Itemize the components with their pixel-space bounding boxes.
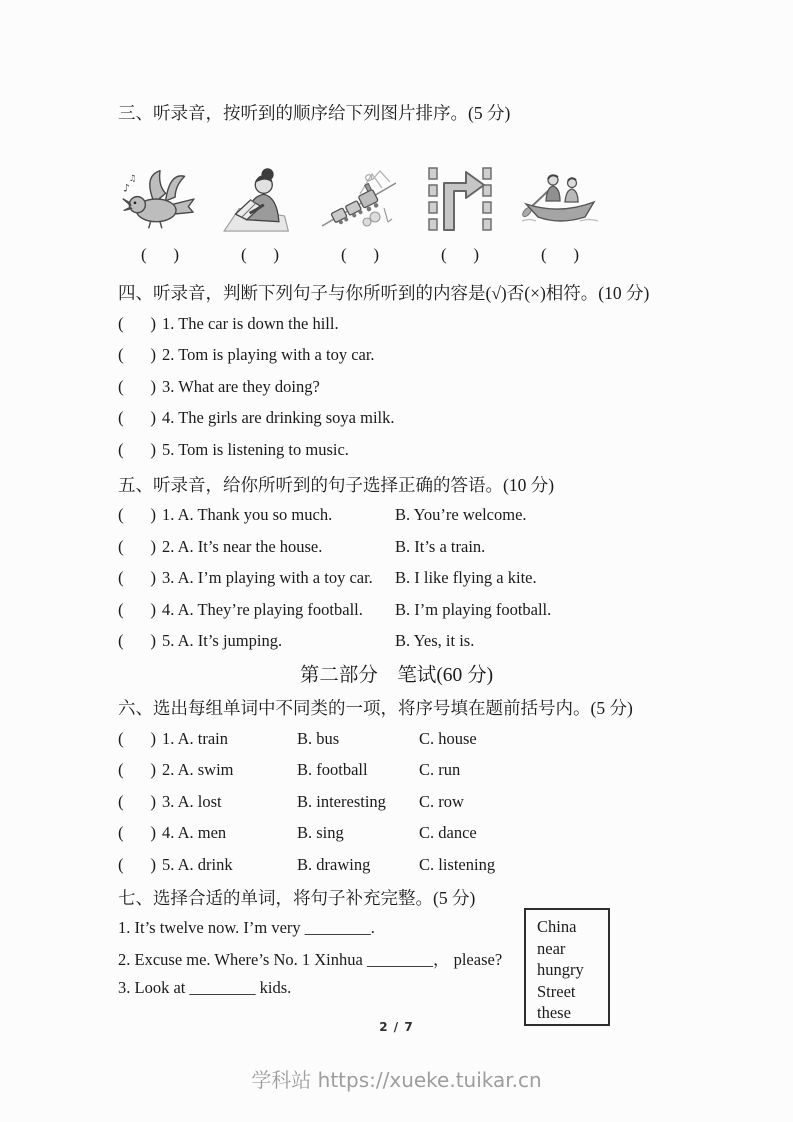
word-bank-item: near (537, 938, 566, 958)
svg-text:♫: ♫ (128, 174, 137, 185)
turn-right-arrow-image (423, 164, 497, 234)
answer-blank[interactable]: ( ) (118, 728, 156, 748)
option-a: 4. A. men (162, 823, 227, 843)
section5-items (118, 500, 675, 658)
question-row (118, 786, 675, 818)
site-watermark: 学科站 https://xueke.tuikar.cn (251, 1068, 542, 1092)
question-row (118, 563, 675, 595)
question-text: 1. The car is down the hill. (162, 313, 339, 333)
answer-blank[interactable]: ( ) (118, 823, 156, 843)
answer-blank[interactable]: ( ) (118, 345, 156, 365)
answer-blank[interactable]: ( ) (118, 505, 156, 525)
option-a: 5. A. It’s jumping. (162, 631, 283, 651)
picture-item-boat (510, 164, 610, 265)
question-row (118, 371, 675, 403)
question-row (118, 723, 675, 755)
option-c: C. run (419, 760, 461, 780)
answer-blank[interactable]: ( ) (118, 854, 156, 874)
section6-items (118, 723, 675, 881)
picture-item-train (310, 164, 410, 265)
word-bank-box (524, 908, 610, 1026)
option-c: C. dance (419, 823, 477, 843)
page-number: 2 / 7 (379, 1020, 414, 1034)
question-row (118, 626, 675, 658)
option-a: 4. A. They’re playing football. (162, 599, 363, 619)
answer-blank[interactable]: ( ) (118, 408, 156, 428)
answer-blank[interactable]: ( ) (118, 376, 156, 396)
question-row (118, 755, 675, 787)
fill-blank-sentence[interactable]: 1. It’s twelve now. I’m very ________. (118, 917, 375, 937)
rowing-boat-image (520, 164, 600, 234)
section5-title: 五、听录音，给你所听到的句子选择正确的答语。(10 分) (118, 474, 555, 495)
fill-blank-sentence[interactable]: 3. Look at ________ kids. (118, 977, 292, 997)
answer-blank[interactable]: ( ) (118, 631, 156, 651)
option-b: B. You’re welcome. (395, 505, 527, 525)
question-row (118, 594, 675, 626)
answer-blank[interactable]: ( ) (341, 245, 379, 264)
picture-ordering-row (110, 164, 675, 265)
option-b: B. bus (297, 728, 340, 748)
option-b: B. interesting (297, 791, 386, 811)
fill-blank-sentence[interactable]: 2. Excuse me. Where’s No. 1 Xinhua ________， please? (118, 949, 503, 969)
part2-header: 第二部分 笔试(60 分) (299, 665, 494, 686)
option-a: 3. A. I’m playing with a toy car. (162, 568, 373, 588)
answer-blank[interactable]: ( ) (118, 599, 156, 619)
answer-blank[interactable]: ( ) (141, 245, 179, 264)
section3-title: 三、听录音，按听到的顺序给下列图片排序。(5 分) (118, 103, 511, 123)
answer-blank[interactable]: ( ) (118, 439, 156, 459)
option-c: C. row (419, 791, 464, 811)
picture-item-bird (110, 164, 210, 265)
answer-blank[interactable]: ( ) (118, 568, 156, 588)
question-text: 3. What are they doing? (162, 376, 320, 396)
question-text: 2. Tom is playing with a toy car. (162, 345, 375, 365)
train-up-hill-image (318, 164, 402, 234)
question-text: 5. Tom is listening to music. (162, 439, 349, 459)
page-content (118, 0, 675, 1003)
picture-item-reading (210, 164, 310, 265)
question-row (118, 403, 675, 435)
answer-blank[interactable]: ( ) (241, 245, 279, 264)
question-row (118, 308, 675, 340)
option-c: C. listening (419, 854, 496, 874)
question-row (118, 434, 675, 466)
answer-blank[interactable]: ( ) (441, 245, 479, 264)
word-bank-item: China (537, 917, 577, 936)
option-c: C. house (419, 728, 477, 748)
section4-items (118, 308, 675, 466)
option-b: B. drawing (297, 854, 371, 874)
option-b: B. Yes, it is. (395, 631, 475, 651)
question-row (118, 849, 675, 881)
section6-title: 六、选出每组单词中不同类的一项，将序号填在题前括号内。(5 分) (118, 698, 633, 718)
option-b: B. It’s a train. (395, 536, 486, 556)
question-row (118, 818, 675, 850)
answer-blank[interactable]: ( ) (118, 536, 156, 556)
option-b: B. sing (297, 823, 344, 843)
option-b: B. football (297, 760, 368, 780)
answer-blank[interactable]: ( ) (118, 760, 156, 780)
question-text: 4. The girls are drinking soya milk. (162, 408, 395, 428)
section4-title: 四、听录音，判断下列句子与你所听到的内容是(√)否(×)相符。(10 分) (118, 283, 650, 303)
question-row (118, 500, 675, 532)
picture-item-arrow (410, 164, 510, 265)
music-notes-icon: ♪ (123, 182, 130, 195)
answer-blank[interactable]: ( ) (541, 245, 579, 264)
option-a: 1. A. train (162, 728, 228, 748)
option-a: 2. A. swim (162, 760, 234, 780)
option-b: B. I like flying a kite. (395, 568, 537, 588)
answer-blank[interactable]: ( ) (118, 313, 156, 333)
option-a: 3. A. lost (162, 791, 222, 811)
singing-bird-image (122, 164, 198, 234)
option-a: 5. A. drink (162, 854, 233, 874)
option-a: 1. A. Thank you so much. (162, 505, 333, 525)
answer-blank[interactable]: ( ) (118, 791, 156, 811)
word-bank-item: these (537, 1003, 571, 1022)
question-row (118, 531, 675, 563)
word-bank-item: Street (537, 981, 576, 1001)
section7-title: 七、选择合适的单词，将句子补充完整。(5 分) (118, 887, 476, 908)
option-b: B. I’m playing football. (395, 599, 552, 619)
girl-reading-book-image (221, 164, 299, 234)
word-bank-item: hungry (537, 960, 584, 979)
option-a: 2. A. It’s near the house. (162, 536, 323, 556)
question-row (118, 340, 675, 372)
